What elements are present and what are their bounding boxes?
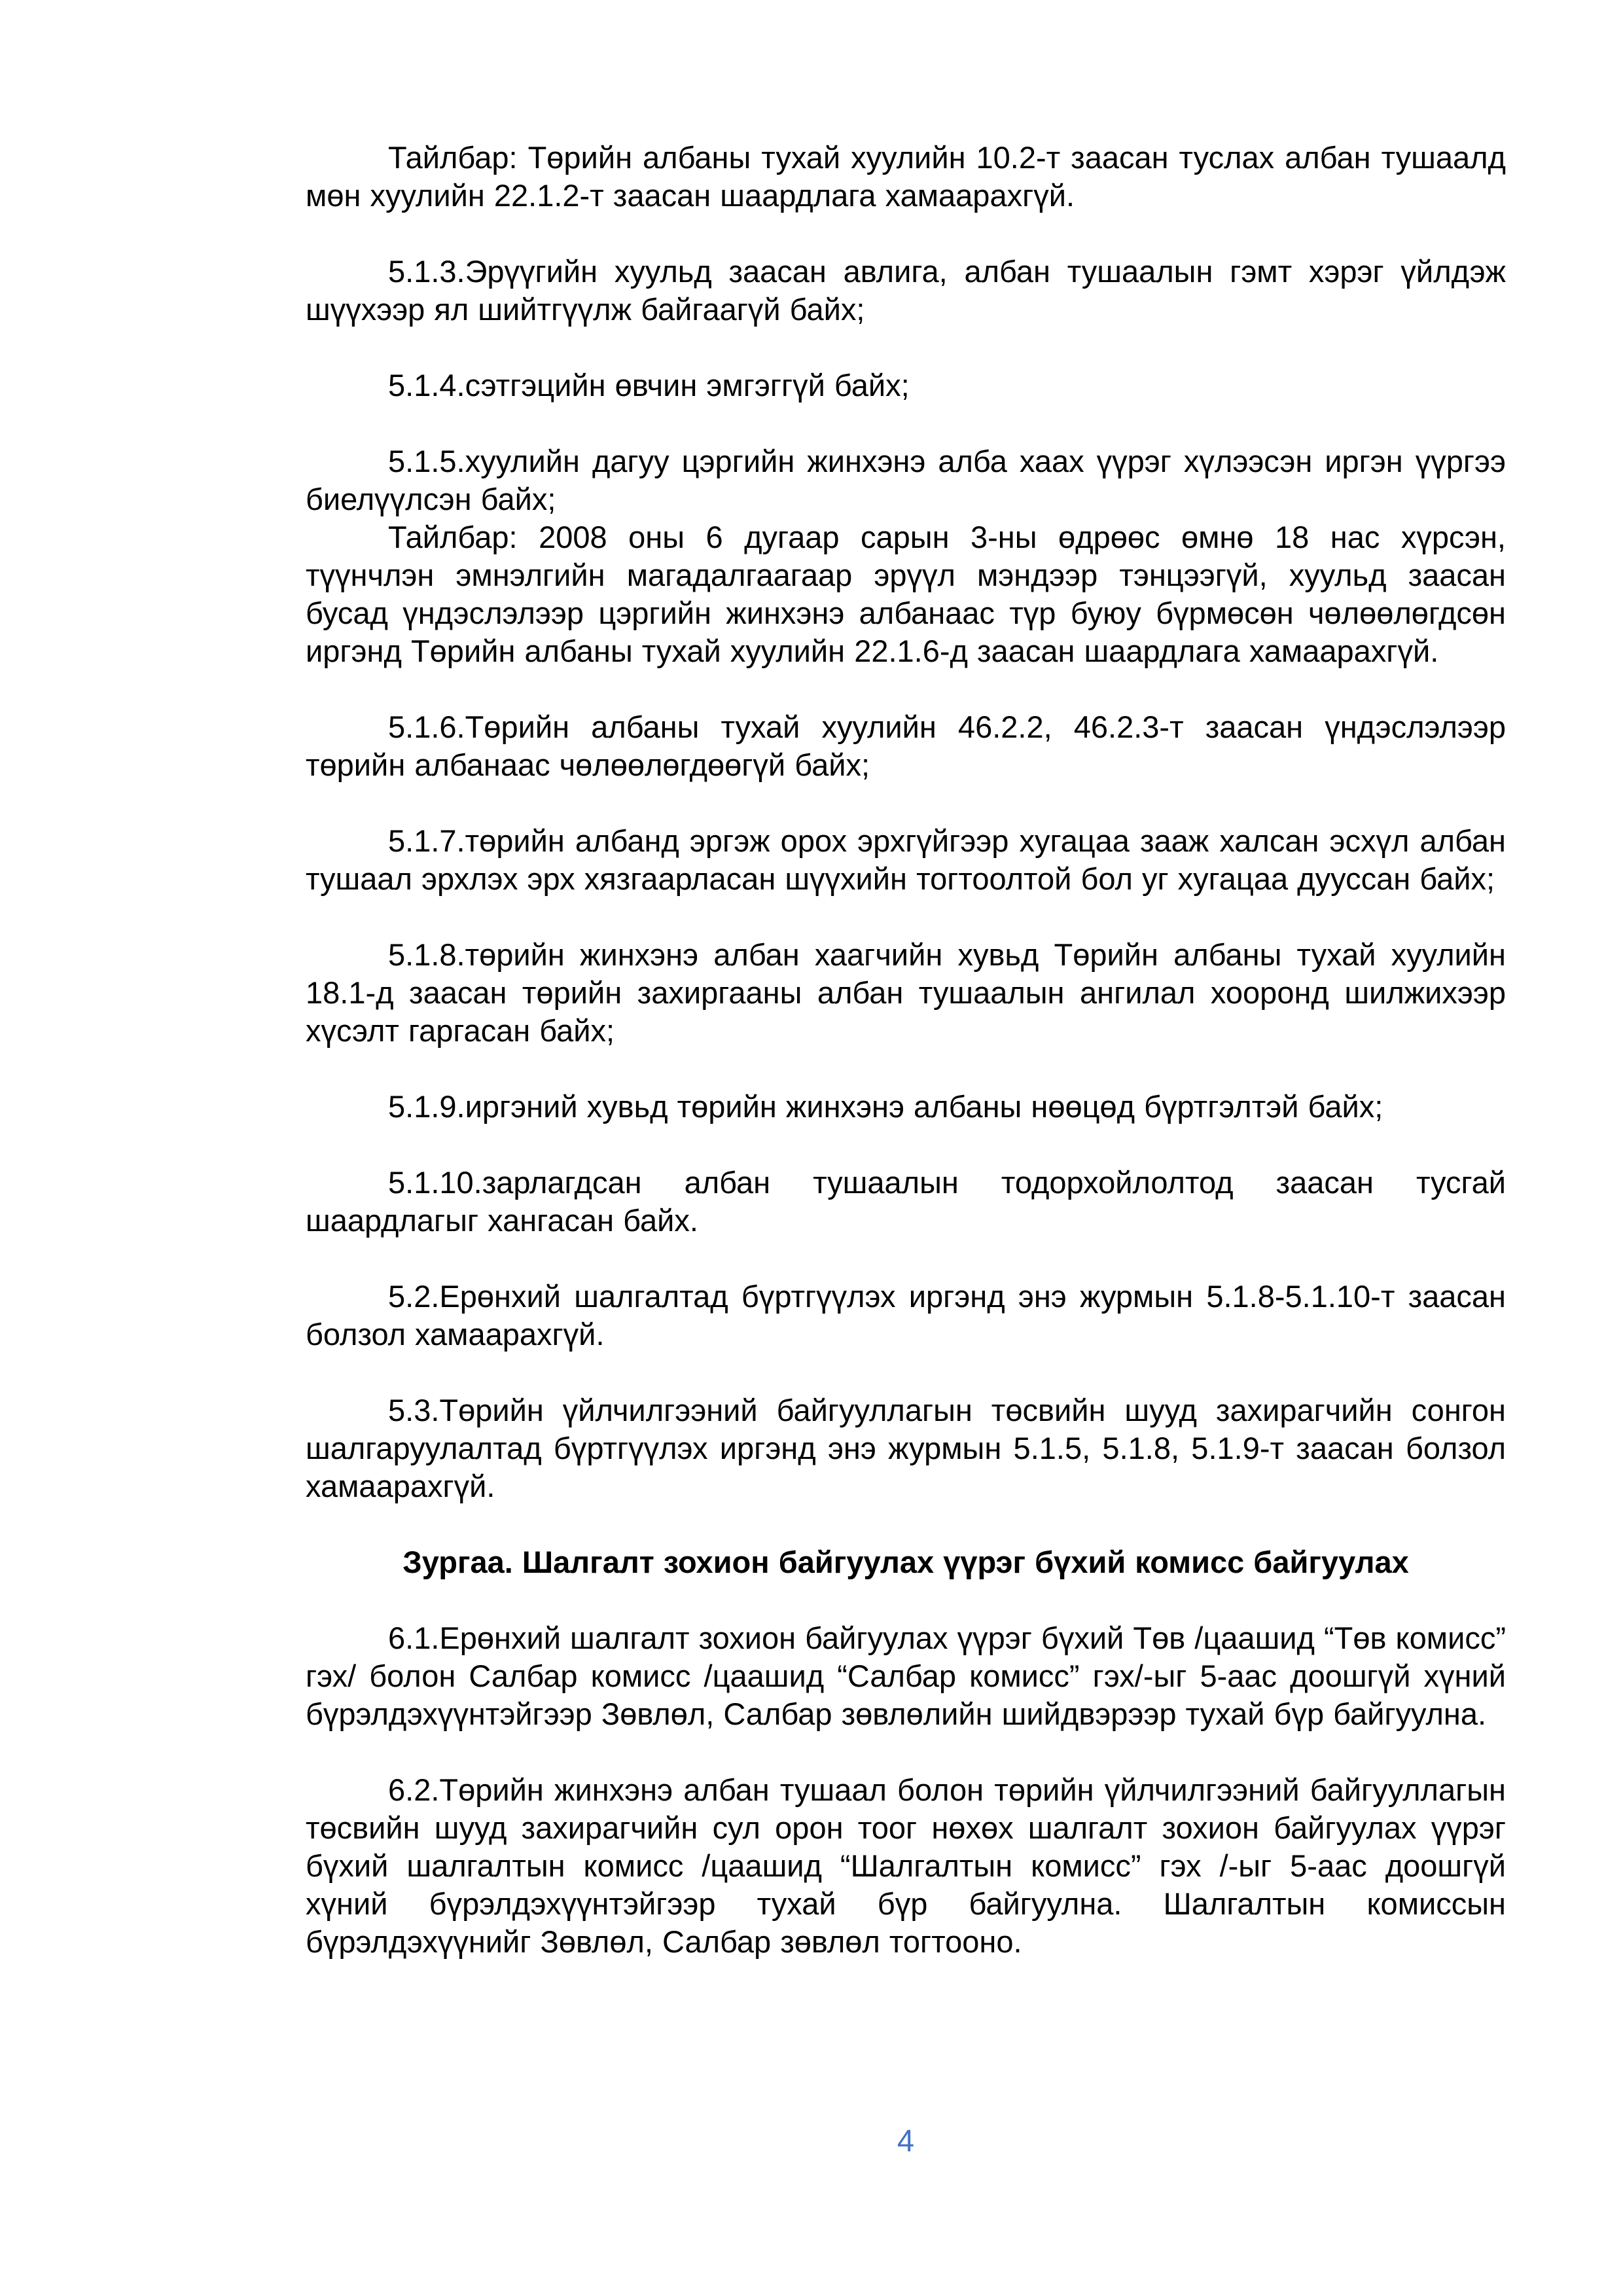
clause-5-1-8: 5.1.8.төрийн жинхэнэ албан хаагчийн хувьд Төрийн албаны тухай хуулийн 18.1-д заасан төрийн захиргааны албан тушаалын ангилал хооронд шилжихээр хүсэлт гаргасан байх; bbox=[306, 937, 1506, 1048]
clause-5-1-7: 5.1.7.төрийн албанд эргэж орох эрхгүйгээр хугацаа зааж халсан эсхүл албан тушаал эрхлэх эрх хязгаарласан шүүхийн тогтоолтой бол уг хугацаа дууссан байх; bbox=[306, 823, 1506, 896]
clause-5-1-5: 5.1.5.хуулийн дагуу цэргийн жинхэнэ алба хаах үүрэг хүлээсэн иргэн үүргээ биелүүлсэн байх; bbox=[306, 444, 1506, 516]
clause-5-1-9: 5.1.9.иргэний хувьд төрийн жинхэнэ албаны нөөцөд бүртгэлтэй байх; bbox=[388, 1089, 1383, 1124]
clause-5-1-6: 5.1.6.Төрийн албаны тухай хуулийн 46.2.2, 46.2.3-т заасан үндэслэлээр төрийн албанаас чөлөөлөгдөөгүй байх; bbox=[306, 709, 1506, 782]
note-clause-5-1-5: Тайлбар: 2008 оны 6 дугаар сарын 3-ны өдрөөс өмнө 18 нас хүрсэн, түүнчлэн эмнэлгийн магадалгаагаар эрүүл мэндээр тэнцээгүй, хуульд заасан бусад үндэслэлээр цэргийн жинхэнэ албанаас түр буюу бүрмөсөн чөлөөлөгдсөн иргэнд Төрийн албаны тухай хуулийн 22.1.6-д заасан шаардлага хамаарахгүй. bbox=[306, 520, 1506, 668]
clause-6-1: 6.1.Ерөнхий шалгалт зохион байгуулах үүрэг бүхий Төв /цаашид “Төв комисс” гэх/ болон Салбар комисс /цаашид “Салбар комисс” гэх/-ыг 5-аас доошгүй хүний бүрэлдэхүүнтэйгээр Зөвлөл, Салбар зөвлөлийн шийдвэрээр тухай бүр байгуулна. bbox=[306, 1621, 1506, 1731]
clause-5-2: 5.2.Ерөнхий шалгалтад бүртгүүлэх иргэнд энэ журмын 5.1.8-5.1.10-т заасан болзол хамаарахгүй. bbox=[306, 1279, 1506, 1352]
page-number: 4 bbox=[897, 2123, 915, 2158]
clause-5-3: 5.3.Төрийн үйлчилгээний байгууллагын төсвийн шууд захирагчийн сонгон шалгаруулалтад бүртгүүлэх иргэнд энэ журмын 5.1.5, 5.1.8, 5.1.9-т заасан болзол хамаарахгүй. bbox=[306, 1393, 1506, 1503]
section-six-heading: Зургаа. Шалгалт зохион байгуулах үүрэг бүхий комисс байгуулах bbox=[402, 1545, 1409, 1579]
note-clause-5-1-2: Тайлбар: Төрийн албаны тухай хуулийн 10.2-т заасан туслах албан тушаалд мөн хуулийн 22.1.2-т заасан шаардлага хамаарахгүй. bbox=[306, 140, 1506, 213]
clause-5-1-10: 5.1.10.зарлагдсан албан тушаалын тодорхойлолтод заасан тусгай шаардлагыг хангасан байх. bbox=[306, 1165, 1506, 1238]
clause-5-1-3: 5.1.3.Эрүүгийн хуульд заасан авлига, албан тушаалын гэмт хэрэг үйлдэж шүүхээр ял шийтгүүлж байгаагүй байх; bbox=[306, 254, 1506, 327]
document-body bbox=[306, 139, 1506, 1961]
clause-5-1-4: 5.1.4.сэтгэцийн өвчин эмгэггүй байх; bbox=[388, 368, 910, 403]
clause-6-2: 6.2.Төрийн жинхэнэ албан тушаал болон төрийн үйлчилгээний байгууллагын төсвийн шууд захирагчийн сул орон тоог нөхөх шалгалт зохион байгуулах үүрэг бүхий шалгалтын комисс /цаашид “Шалгалтын комисс” гэх /-ыг 5-аас доошгүй хүний бүрэлдэхүүнтэйгээр тухай бүр байгуулна. Шалгалтын комиссын бүрэлдэхүүнийг Зөвлөл, Салбар зөвлөл тогтооно. bbox=[306, 1772, 1506, 1959]
